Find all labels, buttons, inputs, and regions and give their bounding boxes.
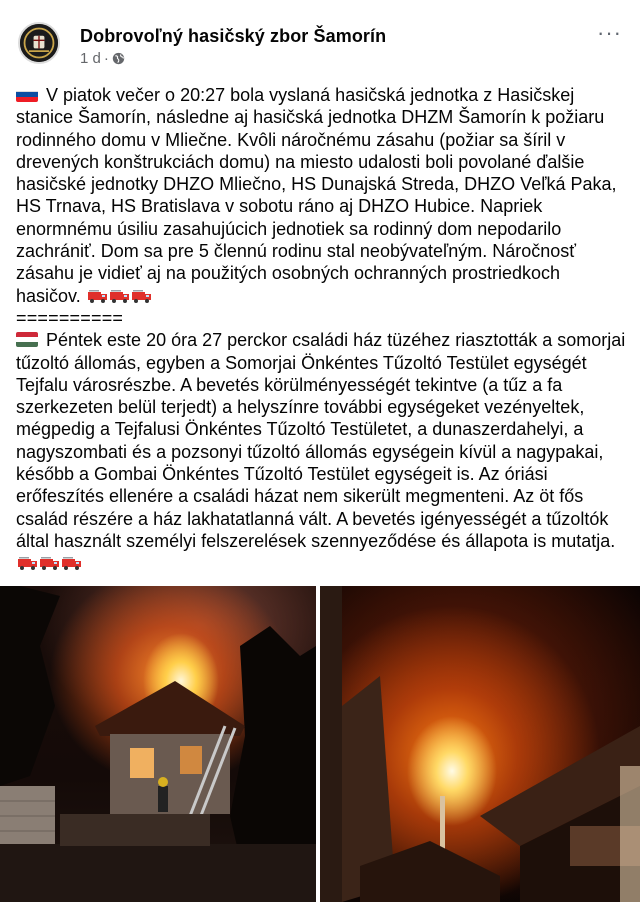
post-header xyxy=(0,0,640,80)
post-text-hu: Péntek este 20 óra 27 perckor családi ház tüzéhez riasztották a somorjai tűzoltó állomás, egyben a Somorjai Önkéntes Tűzoltó Testület egységét Tejfalu városrészbe. A bevetés körülményességét tekintve (a tűz a fa szerkezeten belül terjedt) a helyszínre további egységeket vezényeltek, mégpedig a Tejfalusi Önkéntes Tűzoltó Testületet, a dunaszerdahelyi, a nagyszombati és a pozsonyi tűzoltó állomás egységein kívül a nagypakai, később a Gombai Önkéntes Tűzoltó Testület egységeit is. Az óriási erőfeszítés ellenére a családi házat nem sikerült megmenteni. Az öt fős család részére a ház lakhatatlanná vált. A bevetés igényességét a tűzoltók által használt személyi felszerelések szennyeződése és állapota is mutatja. xyxy=(16,330,626,551)
post-timestamp[interactable]: 1 d xyxy=(80,50,101,67)
post-paragraph-sk xyxy=(16,84,628,307)
fire-engine-icon xyxy=(110,289,130,304)
fire-engine-icon xyxy=(40,556,60,571)
house-fire-photo-2[interactable] xyxy=(320,586,640,902)
hungary-flag-icon xyxy=(16,332,38,347)
post-meta xyxy=(80,50,125,67)
fire-engine-icon xyxy=(132,289,152,304)
fire-engine-icon xyxy=(62,556,82,571)
language-separator: ========== xyxy=(16,307,124,328)
post-body xyxy=(16,84,628,575)
post-paragraph-hu xyxy=(16,329,628,574)
slovakia-flag-icon xyxy=(16,87,38,102)
page-name-link[interactable]: Dobrovoľný hasičský zbor Šamorín xyxy=(80,26,387,46)
more-options-icon[interactable]: ··· xyxy=(597,20,622,45)
meta-separator: · xyxy=(103,50,109,67)
page-avatar[interactable] xyxy=(18,22,60,64)
fire-brigade-emblem-icon xyxy=(20,24,58,62)
post-photo-grid xyxy=(0,586,640,902)
globe-icon[interactable] xyxy=(112,52,125,65)
night-fire-illustration xyxy=(320,586,640,902)
burning-house-illustration xyxy=(0,586,316,902)
fire-engine-icon xyxy=(88,289,108,304)
house-fire-photo-1[interactable] xyxy=(0,586,316,902)
post-text-sk: V piatok večer o 20:27 bola vyslaná hasičská jednotka z Hasičskej stanice Šamorín, následne aj hasičská jednotka DHZM Šamorín k požiaru rodinného domu v Mliečne. Kvôli náročnému zásahu (požiar sa šíril v drevených konštrukciách domu) na miesto udalosti boli povolané ďalšie hasičské jednotky DHZO Mliečno, HS Dunajská Streda, DHZO Veľká Paka, HS Trnava, HS Bratislava v sobotu ráno aj DHZO Hubice. Napriek enormnému úsiliu zasahujúcich jednotiek sa rodinný dom nepodarilo zachrániť. Dom sa pre 5 člennú rodinu stal neobývateľným. Náročnosť zásahu je vidieť aj na použitých osobných ochranných prostriedkoch hasičov. xyxy=(16,85,617,306)
fire-engine-icon xyxy=(18,556,38,571)
